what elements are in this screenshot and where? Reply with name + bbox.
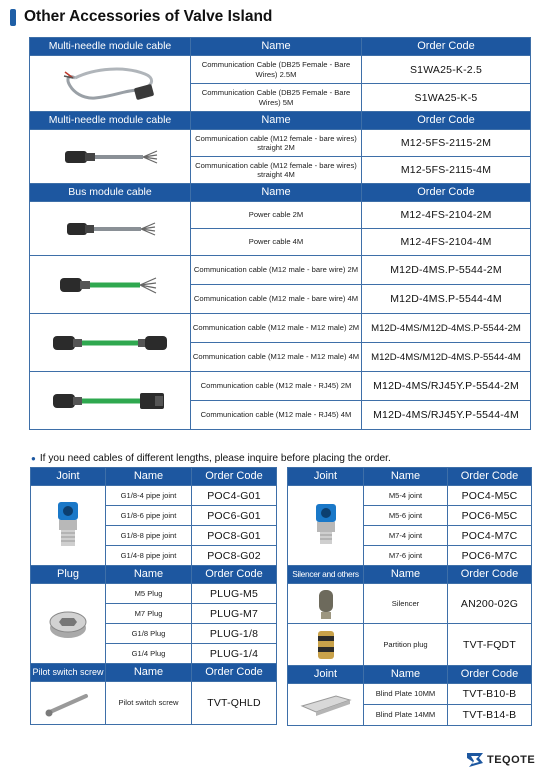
order-code: M12-4FS-2104-4M: [362, 229, 531, 256]
order-code: TVT-QHLD: [192, 682, 277, 725]
section-header: [288, 666, 532, 684]
section-category: Bus module cable: [30, 184, 191, 202]
order-code: POC4-M7C: [448, 526, 532, 546]
table-row: [31, 486, 277, 506]
product-name: G1/8-6 pipe joint: [106, 506, 192, 526]
bullet-icon: ●: [31, 454, 36, 463]
product-name: Communication cable (M12 female - bare wires) straight 2M: [191, 130, 362, 157]
order-code: M12D-4MS/RJ45Y.P-5544-2M: [362, 372, 531, 401]
product-name: M7-4 joint: [364, 526, 448, 546]
order-code: M12D-4MS.P-5544-2M: [362, 256, 531, 285]
order-code: S1WA25-K-2.5: [362, 56, 531, 84]
order-code: M12D-4MS/M12D-4MS.P-5544-2M: [362, 314, 531, 343]
title-accent-bar: [10, 9, 16, 26]
section-header: [288, 566, 532, 584]
table-row: [31, 682, 277, 725]
table-row: [288, 684, 532, 705]
order-code-header: Order Code: [362, 38, 531, 56]
product-name: Power cable 2M: [191, 202, 362, 229]
db25-cable-image: [30, 56, 191, 112]
table-row: [288, 486, 532, 506]
m12-rj45-green-cable-image: [30, 372, 191, 430]
section-header: [30, 112, 531, 130]
product-name: Communication cable (M12 male - M12 male) 4M: [191, 343, 362, 372]
order-code-header: Order Code: [448, 666, 532, 684]
name-header: Name: [364, 468, 448, 486]
order-code: AN200-02G: [448, 584, 532, 624]
product-name: Blind Plate 14MM: [364, 705, 448, 726]
section-header: [31, 468, 277, 486]
length-note: [31, 453, 391, 464]
order-code-header: Order Code: [362, 184, 531, 202]
order-code-header: Order Code: [192, 664, 277, 682]
name-header: Name: [106, 566, 192, 584]
order-code: POC4-M5C: [448, 486, 532, 506]
left-accessory-table: [30, 467, 277, 725]
section-header: [31, 566, 277, 584]
product-name: Pilot switch screw: [106, 682, 192, 725]
section-header: [30, 184, 531, 202]
order-code: POC8-G02: [192, 546, 277, 566]
product-name: Communication Cable (DB25 Female - Bare Wires) 2.5M: [191, 56, 362, 84]
brand-logo: [465, 748, 535, 772]
section-category: Pilot switch screw: [31, 664, 106, 682]
m12-male-bare-green-cable-image: [30, 256, 191, 314]
table-row: [288, 584, 532, 624]
product-name: Silencer: [364, 584, 448, 624]
table-row: [31, 584, 277, 604]
product-name: Communication cable (M12 male - bare wire) 4M: [191, 285, 362, 314]
name-header: Name: [191, 38, 362, 56]
cable-table: [29, 37, 531, 430]
product-name: M5-4 joint: [364, 486, 448, 506]
silencer-image: [288, 584, 364, 624]
section-header: [30, 38, 531, 56]
table-row: [30, 372, 531, 401]
product-name: Communication Cable (DB25 Female - Bare Wires) 5M: [191, 84, 362, 112]
table-row: [30, 130, 531, 157]
name-header: Name: [106, 664, 192, 682]
order-code: POC6-M5C: [448, 506, 532, 526]
table-row: [30, 314, 531, 343]
order-code: M12-5FS-2115-4M: [362, 157, 531, 184]
order-code: M12-5FS-2115-2M: [362, 130, 531, 157]
section-category: Joint: [31, 468, 106, 486]
order-code-header: Order Code: [362, 112, 531, 130]
product-name: G1/4-8 pipe joint: [106, 546, 192, 566]
name-header: Name: [191, 184, 362, 202]
section-header: [288, 468, 532, 486]
partition-plug-image: [288, 624, 364, 666]
product-name: Partition plug: [364, 624, 448, 666]
product-name: Communication cable (M12 male - bare wire) 2M: [191, 256, 362, 285]
section-category: Joint: [288, 666, 364, 684]
order-code: TVT-B14-B: [448, 705, 532, 726]
order-code: POC4-G01: [192, 486, 277, 506]
order-code: M12D-4MS/M12D-4MS.P-5544-4M: [362, 343, 531, 372]
product-name: Communication cable (M12 male - M12 male) 2M: [191, 314, 362, 343]
product-name: M7 Plug: [106, 604, 192, 624]
section-category: Plug: [31, 566, 106, 584]
section-category: Multi-needle module cable: [30, 38, 191, 56]
power-cable-image: [30, 202, 191, 256]
table-row: [30, 202, 531, 229]
order-code: POC8-G01: [192, 526, 277, 546]
m12-m12-green-cable-image: [30, 314, 191, 372]
plug-image: [31, 584, 106, 664]
name-header: Name: [191, 112, 362, 130]
section-category: Silencer and others: [288, 566, 364, 584]
brand-mark-icon: [465, 750, 485, 770]
product-name: M5-6 joint: [364, 506, 448, 526]
name-header: Name: [364, 566, 448, 584]
page-title-text: Other Accessories of Valve Island: [24, 8, 273, 25]
right-accessory-table: [287, 467, 532, 726]
product-name: M7-6 joint: [364, 546, 448, 566]
order-code: PLUG-1/4: [192, 644, 277, 664]
name-header: Name: [106, 468, 192, 486]
table-row: [30, 256, 531, 285]
order-code: S1WA25-K-5: [362, 84, 531, 112]
order-code: M12D-4MS.P-5544-4M: [362, 285, 531, 314]
order-code: TVT-B10-B: [448, 684, 532, 705]
section-header: [31, 664, 277, 682]
order-code: PLUG-M7: [192, 604, 277, 624]
order-code-header: Order Code: [192, 566, 277, 584]
page-title: [10, 6, 272, 28]
product-name: G1/8-4 pipe joint: [106, 486, 192, 506]
brand-name: TEQOTE: [487, 754, 536, 766]
product-name: M5 Plug: [106, 584, 192, 604]
table-row: [30, 56, 531, 84]
order-code: TVT-FQDT: [448, 624, 532, 666]
product-name: G1/8-8 pipe joint: [106, 526, 192, 546]
order-code: POC6-G01: [192, 506, 277, 526]
blind-plate-image: [288, 684, 364, 726]
order-code: M12D-4MS/RJ45Y.P-5544-4M: [362, 401, 531, 430]
section-category: Joint: [288, 468, 364, 486]
order-code: PLUG-1/8: [192, 624, 277, 644]
order-code-header: Order Code: [192, 468, 277, 486]
order-code-header: Order Code: [448, 468, 532, 486]
order-code-header: Order Code: [448, 566, 532, 584]
m-joint-image: [288, 486, 364, 566]
order-code: M12-4FS-2104-2M: [362, 202, 531, 229]
product-name: Blind Plate 10MM: [364, 684, 448, 705]
order-code: PLUG-M5: [192, 584, 277, 604]
length-note-text: If you need cables of different lengths, please inquire before placing the order.: [39, 453, 391, 464]
product-name: G1/8 Plug: [106, 624, 192, 644]
product-name: Communication cable (M12 female - bare wires) straight 4M: [191, 157, 362, 184]
order-code: POC6-M7C: [448, 546, 532, 566]
pilot-screw-image: [31, 682, 106, 725]
product-name: Power cable 4M: [191, 229, 362, 256]
name-header: Name: [364, 666, 448, 684]
section-category: Multi-needle module cable: [30, 112, 191, 130]
product-name: Communication cable (M12 male - RJ45) 4M: [191, 401, 362, 430]
table-row: [288, 624, 532, 666]
product-name: G1/4 Plug: [106, 644, 192, 664]
pipe-joint-image: [31, 486, 106, 566]
m12-female-cable-image: [30, 130, 191, 184]
product-name: Communication cable (M12 male - RJ45) 2M: [191, 372, 362, 401]
